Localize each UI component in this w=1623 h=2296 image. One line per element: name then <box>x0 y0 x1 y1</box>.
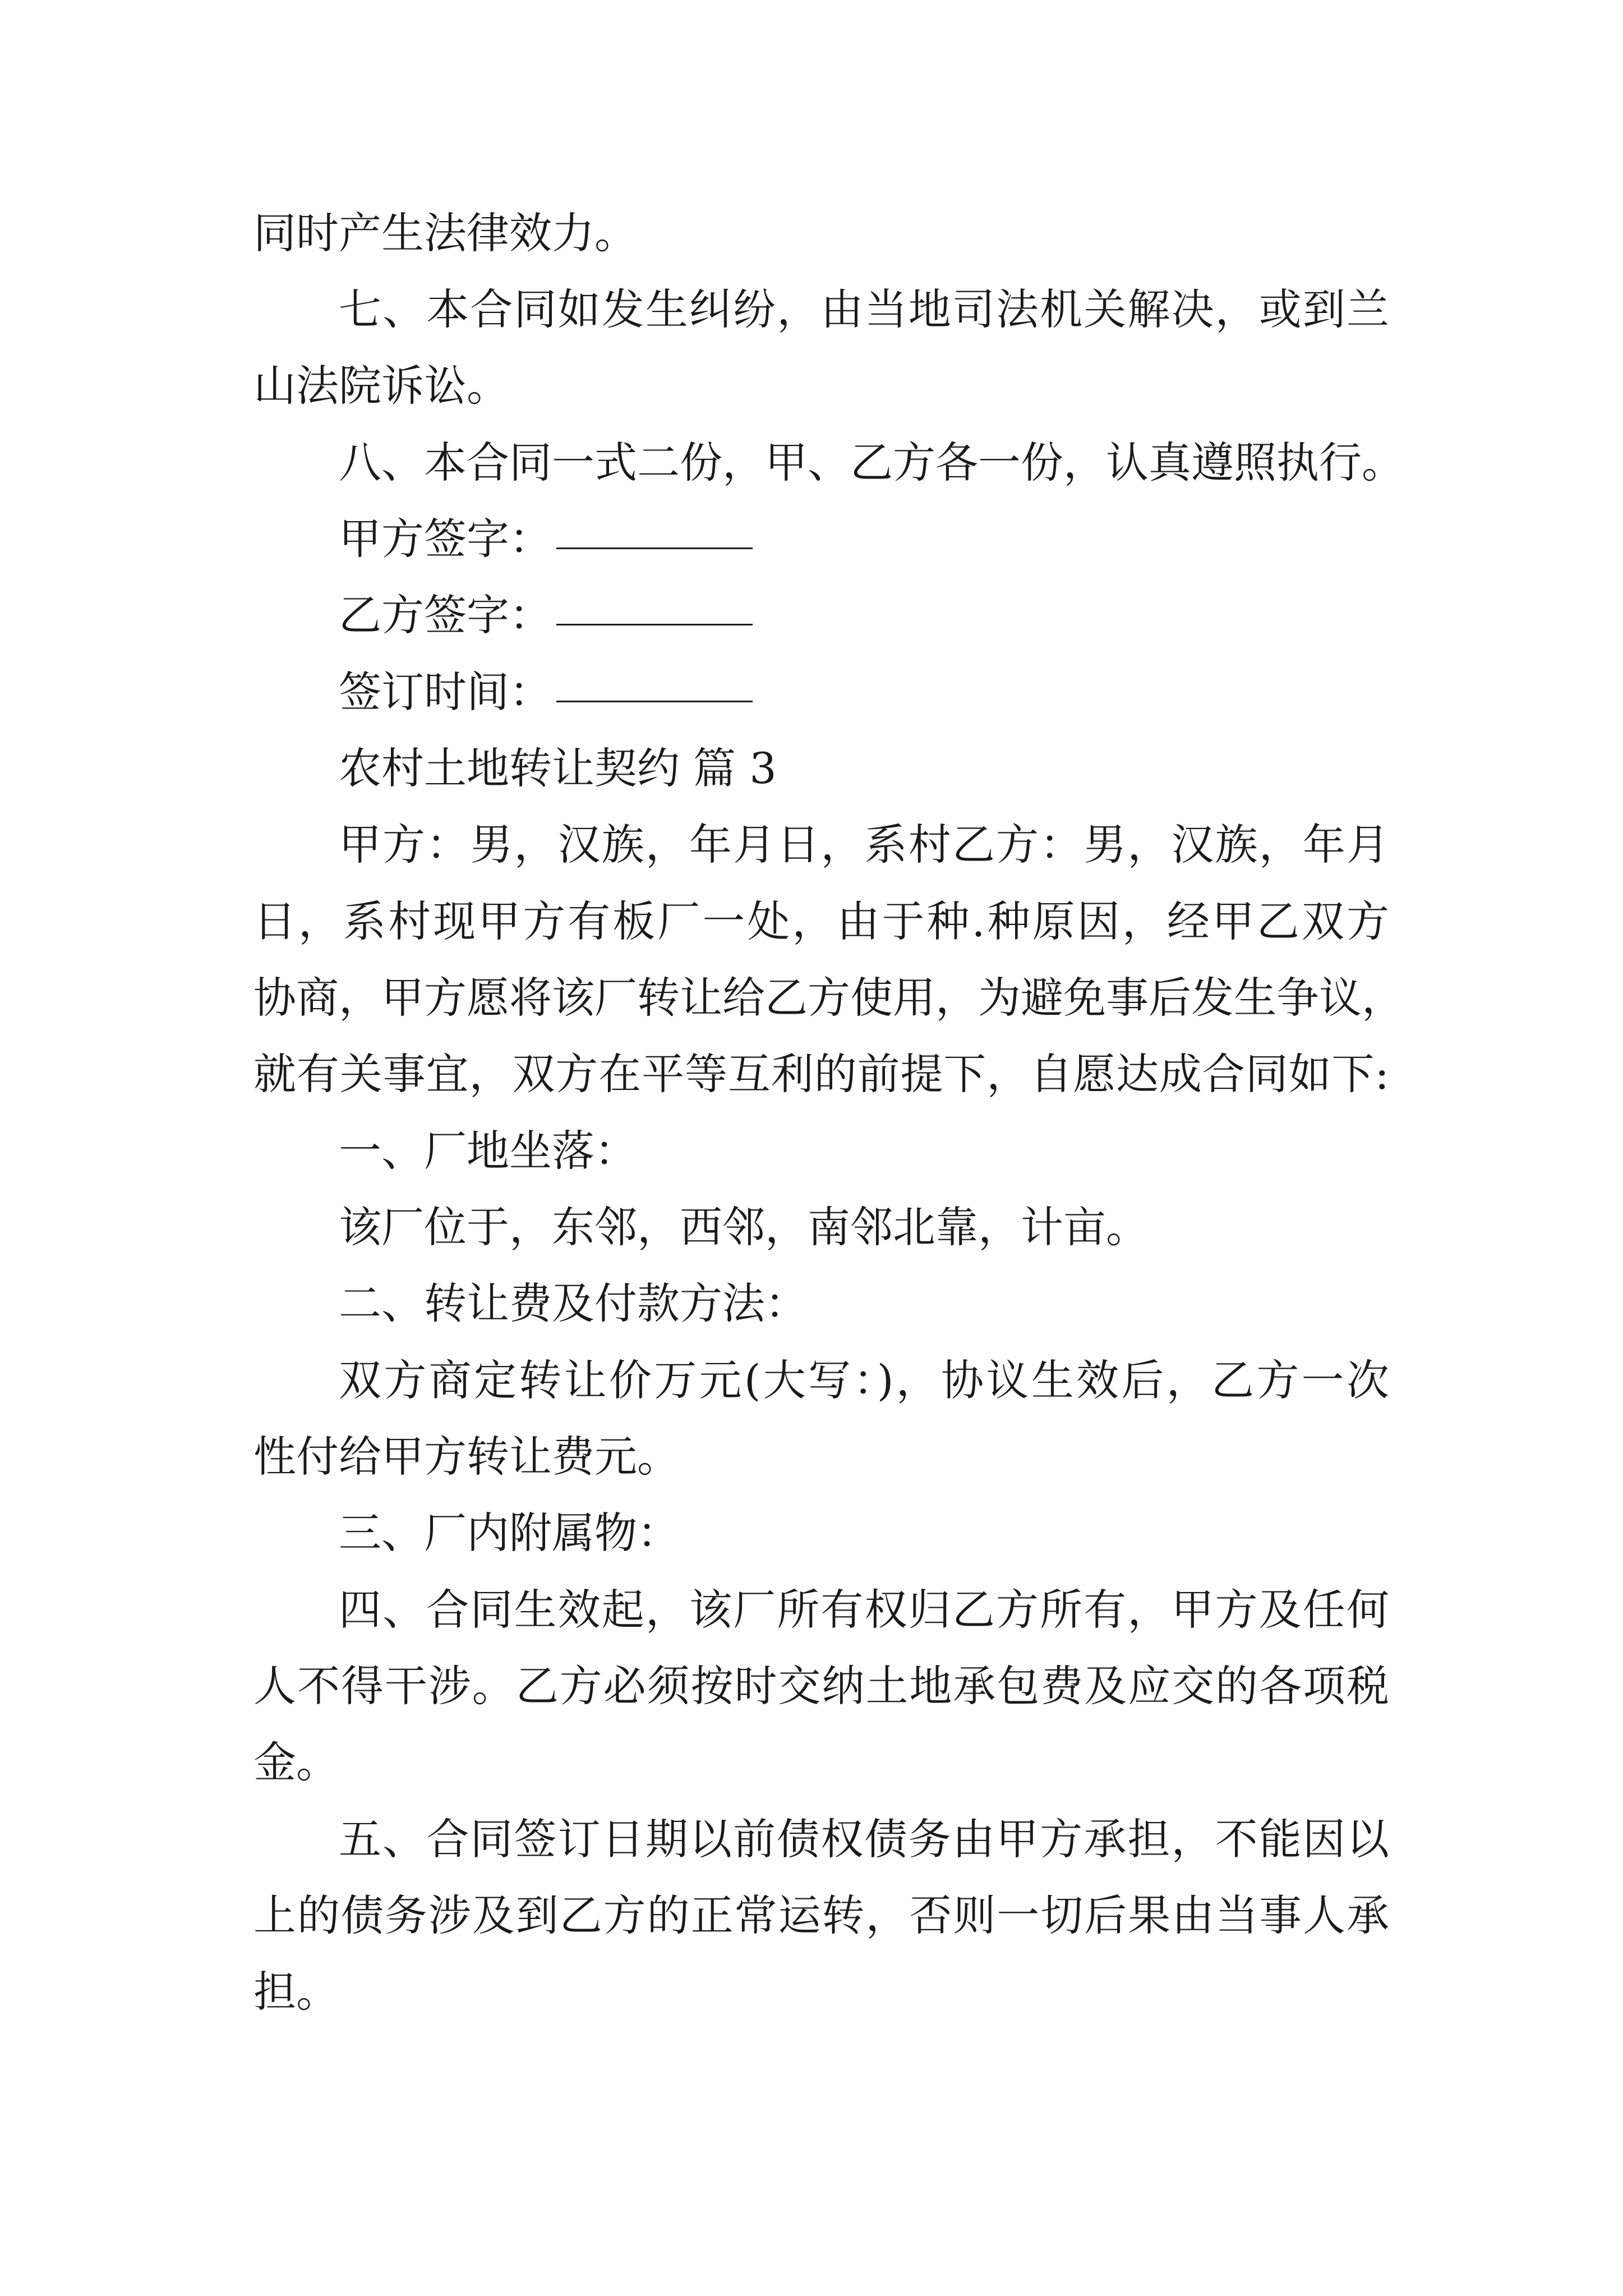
paragraph-line: 该厂位于，东邻，西邻，南邻北靠，计亩。 <box>339 1202 1149 1252</box>
signature-party-a <box>339 508 753 570</box>
paragraph-line: 上的债务涉及到乙方的正常运转，否则一切后果由当事人承 <box>253 1890 1389 1940</box>
signature-label: 甲方签字： <box>339 514 552 564</box>
paragraph-line: 七、本合同如发生纠纷，由当地司法机关解决，或到兰 <box>339 284 1389 334</box>
paragraph-line: 四、合同生效起，该厂所有权归乙方所有，甲方及任何 <box>339 1585 1389 1635</box>
paragraph-line: 双方商定转让价万元(大写：)，协议生效后，乙方一次 <box>339 1355 1389 1405</box>
paragraph-line: 三、厂内附属物： <box>339 1508 680 1558</box>
signature-label: 签订时间： <box>339 667 552 717</box>
signature-label: 乙方签字： <box>339 590 552 640</box>
paragraph-line: 就有关事宜，双方在平等互利的前提下，自愿达成合同如下: <box>253 1049 1389 1099</box>
signature-party-b <box>339 585 753 646</box>
signature-blank[interactable] <box>556 508 753 549</box>
paragraph-line: 性付给甲方转让费元。 <box>253 1432 680 1481</box>
paragraph-line: 人不得干涉。乙方必须按时交纳土地承包费及应交的各项税 <box>253 1661 1389 1711</box>
paragraph-line: 五、合同签订日期以前债权债务由甲方承担，不能因以 <box>339 1814 1389 1864</box>
paragraph-line: 二、转让费及付款方法： <box>339 1278 808 1328</box>
paragraph-line: 八、本合同一式二份，甲、乙方各一份，认真遵照执行。 <box>339 438 1404 487</box>
paragraph-line: 一、厂地坐落： <box>339 1126 637 1176</box>
paragraph-line: 甲方：男，汉族，年月日，系村乙方：男，汉族，年月 <box>339 820 1389 869</box>
paragraph-line: 协商，甲方愿将该厂转让给乙方使用，为避免事后发生争议， <box>253 973 1404 1023</box>
signature-blank[interactable] <box>556 661 753 702</box>
paragraph-line: 担。 <box>253 1967 339 2017</box>
paragraph-line: 日，系村现甲方有板厂一处，由于种.种原因，经甲乙双方 <box>253 896 1389 946</box>
paragraph-line: 山法院诉讼。 <box>253 361 509 411</box>
paragraph-line: 金。 <box>253 1737 339 1787</box>
signature-blank[interactable] <box>556 585 753 625</box>
signature-date <box>339 661 753 723</box>
paragraph-line: 同时产生法律效力。 <box>253 208 637 258</box>
section-heading: 农村土地转让契约 篇 3 <box>339 743 777 793</box>
